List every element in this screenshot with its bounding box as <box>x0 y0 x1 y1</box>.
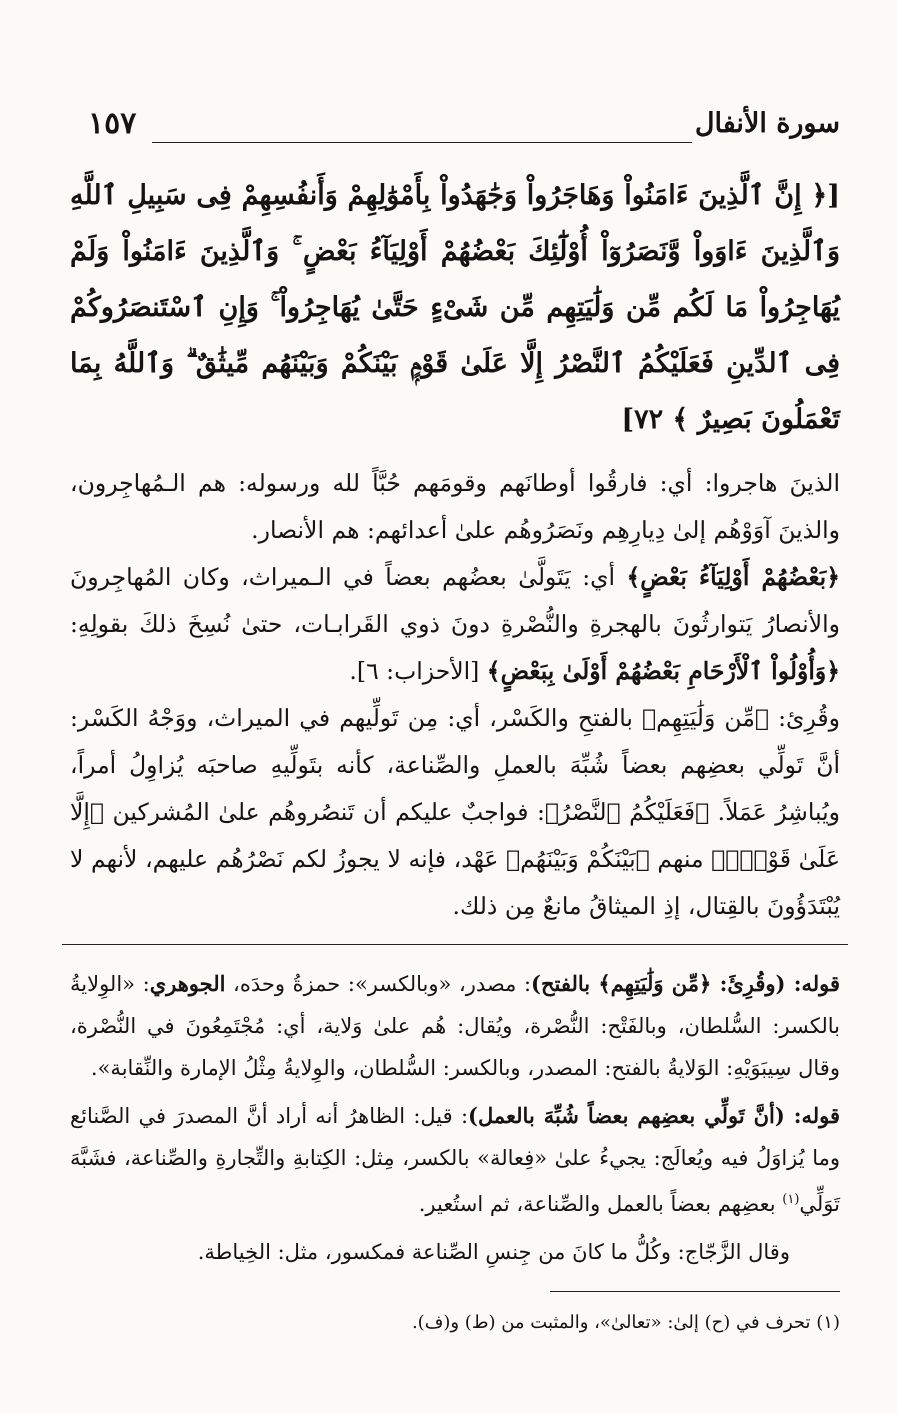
note-text: بعضِهم بعضاً بالعمل والصِّناعة، ثم استُعير. <box>418 1192 783 1216</box>
commentary <box>70 460 840 930</box>
notes <box>70 963 840 1273</box>
note-paragraph-3: وقال الزَّجّاج: وكُلُّ ما كانَ من جِنسِ الصِّناعة فمكسور، مثل: الخِياطة. <box>197 1240 790 1264</box>
page-number: ١٥٧ <box>88 106 137 141</box>
page-header <box>70 100 840 152</box>
header-rule <box>152 142 692 143</box>
footnote-rule <box>550 1291 840 1292</box>
commentary-paragraph-2 <box>70 554 840 695</box>
note-paragraph-1 <box>70 963 840 1089</box>
note-paragraph-2 <box>70 1095 840 1225</box>
quote: ﴿وَأُوْلُواْ ٱلْأَرْحَامِ بَعْضُهُمْ أَوْلَىٰ بِبَعْضٍ﴾ <box>486 657 840 685</box>
section-divider <box>62 944 848 945</box>
note-text: : مصدر، «وبالكسر»: حمزةُ وحدَه، <box>225 972 532 996</box>
quote: ﴿بَعْضُهُمْ أَوْلِيَآءُ بَعْضٍ﴾ <box>626 563 840 591</box>
book-page <box>70 100 840 1340</box>
footnote: (١) تحرف في (ح) إلىٰ: «تعالىٰ»، والمثبت من (ط) و(ف). <box>411 1312 840 1333</box>
quran-verse: [﴿ إِنَّ ٱلَّذِينَ ءَامَنُواْ وَهَاجَرُواْ وَجَٰهَدُواْ بِأَمْوَٰلِهِمْ وَأَنفُسِهِمْ فِى سَبِيلِ ٱللَّهِ وَٱلَّذِينَ ءَاوَواْ وَّنَصَرُوٓاْ أُوْلَٰٓئِكَ بَعْضُهُمْ أَوْلِيَآءُ بَعْضٍ ۚ وَٱلَّذِينَ ءَامَنُواْ وَلَمْ يُهَاجِرُواْ مَا لَكُم مِّن وَلَٰيَتِهِم مِّن شَىْءٍ حَتَّىٰ يُهَاجِرُواْ ۚ وَإِنِ ٱسْتَنصَرُوكُمْ فِى ٱلدِّينِ فَعَلَيْكُمُ ٱلنَّصْرُ إِلَّا عَلَىٰ قَوْمٍۭ بَيْنَكُمْ وَبَيْنَهُم مِّيثَٰقٌ ۗ وَٱللَّهُ بِمَا تَعْمَلُونَ بَصِيرٌ ﴾ ٧٢] <box>70 180 840 435</box>
commentary-paragraph-3: وقُرِئ: ﴿مِّن وَلَٰيَتِهِم﴾ بالفتحِ والكَسْر، أي: مِن تَولِّيهم في الميراث، ووَجْهُ الكَسْر: أنَّ تَولِّي بعضِهم بعضاً شُبِّهَ بالعملِ والصِّناعة، كأنه بتَولِّيهِ صاحبَه يُزاوِلُ أمراً، ويُباشِرُ عَمَلاً. ﴿فَعَلَيْكُمُ ٱلنَّصْرُ﴾: فواجبٌ عليكم أن تَنصُروهُم علىٰ المُشركين ﴿إِلَّا عَلَىٰ قَوْمٍۭ﴾ منهم ﴿بَيْنَكُمْ وَبَيْنَهُم﴾ عَهْد، فإنه لا يجوزُ لكم نَصْرُهُم عليهم، لأنهم لا يُبْتَدَؤُونَ بالقِتال، إذِ الميثاقُ مانعٌ مِن ذلك. <box>70 704 840 920</box>
note-text: : قيل: الظاهرُ أنه أراد أنَّ المصدرَ في الصَّنائع وما يُزاوَلُ فيه ويُعالَج: يجيءُ علىٰ «فِعالة» بالكسر، مِثل: الكِتابةِ والتِّجارةِ والصِّناعة، فشَبَّهَ تَوَلِّي <box>70 1104 840 1216</box>
surah-title: سورة الأنفال <box>694 108 840 139</box>
note-lead: الجوهري <box>149 971 226 996</box>
commentary-paragraph-1: الذينَ هاجروا: أي: فارقُوا أوطانَهم وقومَهم حُبَّاً لله ورسوله: هم الـمُهاجِرون، والذينَ آوَوْهُم إلىٰ دِيارِهِم ونَصَرُوهُم علىٰ أعدائهم: هم الأنصار. <box>70 469 840 544</box>
note-lead: قوله: (وقُرِئَ: ﴿مِّن وَلَٰيَتِهِم﴾ بالفتح) <box>531 971 840 996</box>
footnote-ref: (١) <box>782 1192 800 1207</box>
note-text: : «الوِلايةُ بالكسر: السُّلطان، وبالفَتْح: النُّصْرة، ويُقال: هُم علىٰ وَلاية، أي: مُجْتَمِعُونَ في النُّصْرة، وقال سِيبَوَيْهِ: الوَلايةُ بالفتح: المصدر، وبالكسر: السُّلطان، والوِلايةُ مِثْلُ الإمارة والنِّقابة». <box>70 972 840 1080</box>
commentary-text: [الأحزاب: ٦]. <box>349 657 487 685</box>
commentary-text: أي: يَتَولَّىٰ بعضُهم بعضاً في الـميراث، وكان المُهاجِرونَ والأنصارُ يَتوارثُونَ بالهجرةِ والنُّصْرةِ دونَ ذوي القَرابـات، حتىٰ نُسِخَ ذلكَ بقولِهِ: <box>70 563 840 638</box>
note-lead: قوله: (أنَّ تَولِّي بعضِهم بعضاً شُبِّهَ بالعمل) <box>468 1103 840 1128</box>
